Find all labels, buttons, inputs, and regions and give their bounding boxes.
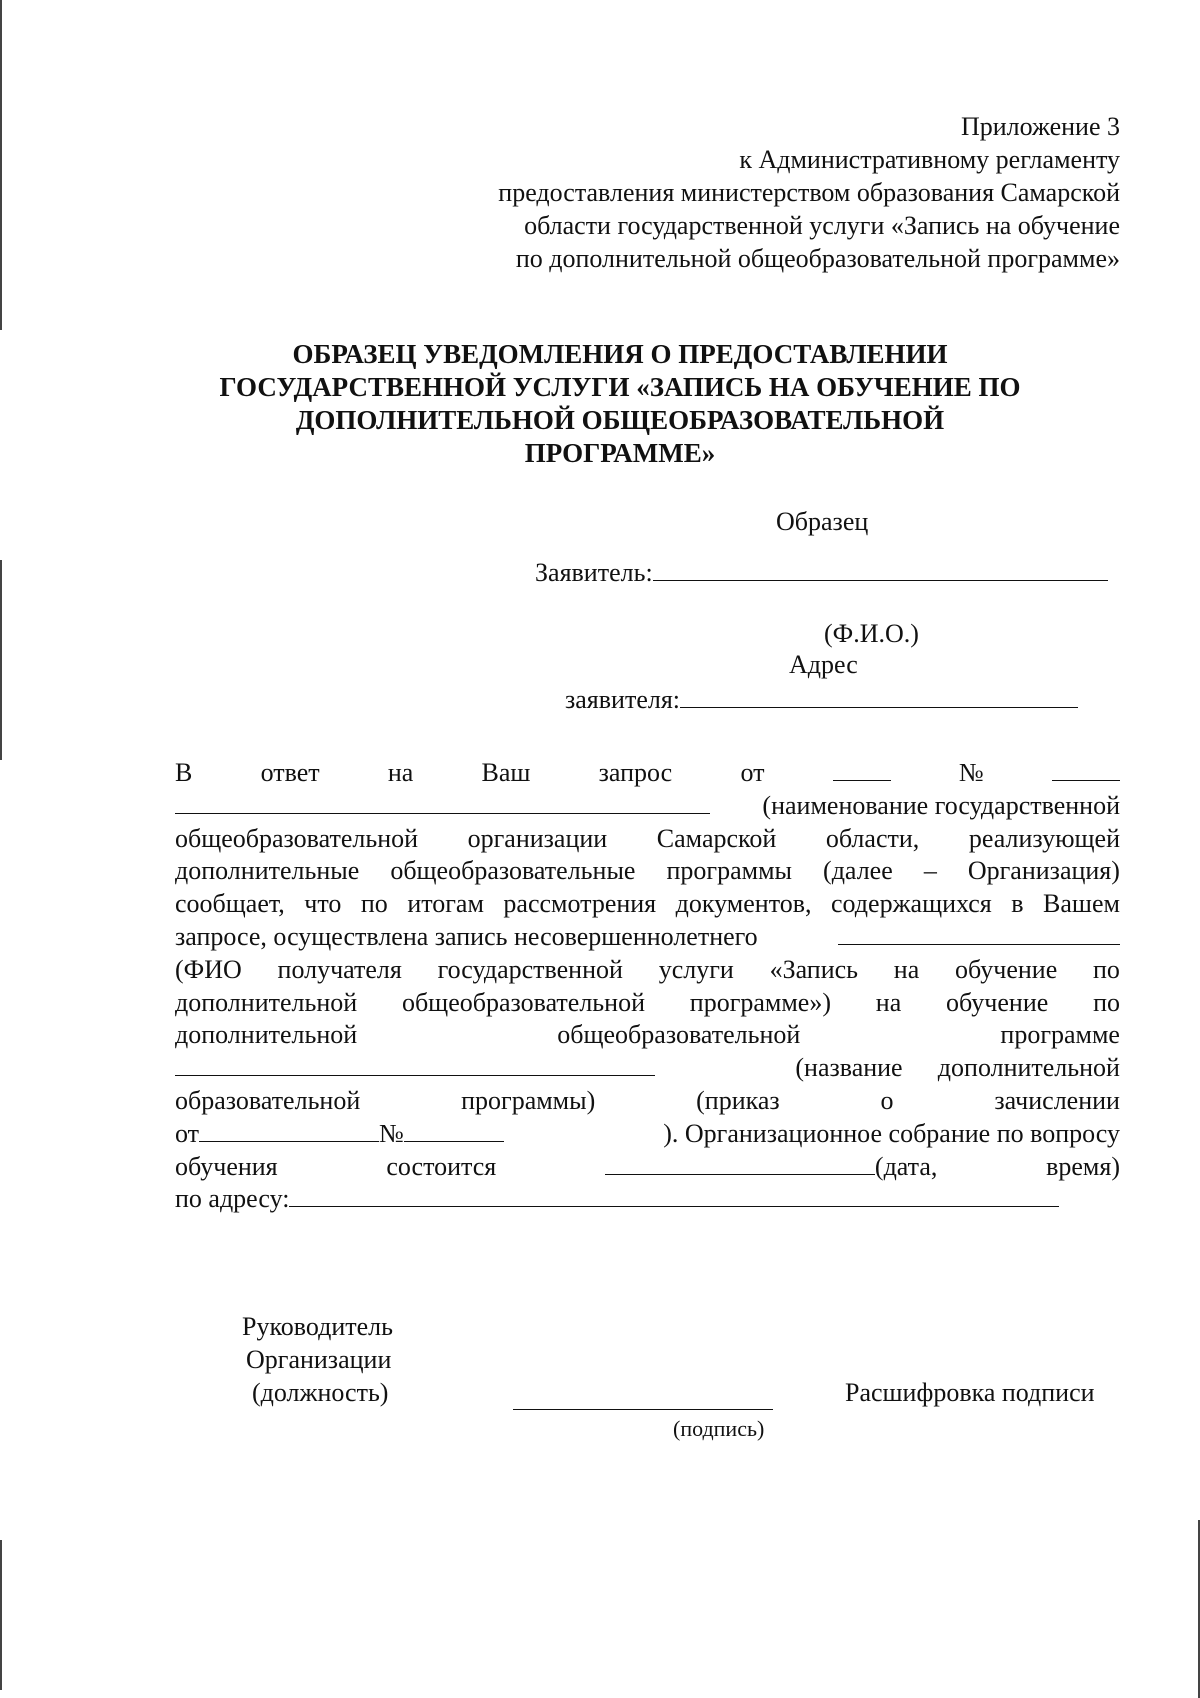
body-line: запросе, осуществлена запись несовершеннолетнего <box>175 921 1120 954</box>
meeting-datetime-field[interactable] <box>605 1152 875 1175</box>
program-name-field[interactable] <box>175 1053 655 1076</box>
body-line: общеобразовательной организации Самарской области, реализующей <box>175 823 1120 853</box>
request-number-field[interactable] <box>1052 758 1120 781</box>
body-line: образовательной программы) (приказ о зачислении <box>175 1085 1120 1115</box>
body-line: дополнительные общеобразовательные программы (далее – Организация) <box>175 856 1120 886</box>
applicant-label: Заявитель: <box>535 558 653 587</box>
title-line: ОБРАЗЕЦ УВЕДОМЛЕНИЯ О ПРЕДОСТАВЛЕНИИ <box>292 339 948 369</box>
notification-body <box>175 757 1120 1216</box>
minor-name-field[interactable] <box>838 922 1120 945</box>
body-line: сообщает, что по итогам рассмотрения документов, содержащихся в Вашем <box>175 889 1120 919</box>
signature-decode: Расшифровка подписи <box>845 1378 1095 1407</box>
address-label-2: заявителя: <box>565 685 681 714</box>
order-date-field[interactable] <box>199 1119 379 1142</box>
appendix-line: к Административному регламенту <box>739 145 1120 174</box>
address-row <box>565 681 1078 716</box>
body-line: В ответ на Ваш запрос от № <box>175 757 1120 790</box>
applicant-row <box>535 554 1108 589</box>
appendix-line: Приложение 3 <box>960 112 1120 141</box>
position-line: Организации <box>246 1345 392 1374</box>
body-line: дополнительной общеобразовательной программе») на обучение по <box>175 987 1120 1017</box>
position-line: Руководитель <box>242 1312 393 1341</box>
body-line: от № ). Организационное собрание по вопросу <box>175 1118 1120 1148</box>
signature-field[interactable] <box>513 1409 773 1410</box>
request-date-field[interactable] <box>833 758 891 781</box>
title-line: ГОСУДАРСТВЕННОЙ УСЛУГИ «ЗАПИСЬ НА ОБУЧЕНИЕ ПО <box>219 372 1021 402</box>
organization-name-field[interactable] <box>175 791 710 814</box>
body-line: (название дополнительной <box>175 1052 1120 1085</box>
sample-label: Образец <box>776 507 869 536</box>
body-line: по адресу: <box>175 1183 1120 1216</box>
appendix-line: области государственной услуги «Запись на обучение <box>524 211 1120 240</box>
fio-hint: (Ф.И.О.) <box>824 619 919 648</box>
applicant-name-field[interactable] <box>653 554 1108 581</box>
title-line: ПРОГРАММЕ» <box>524 438 716 468</box>
appendix-header <box>400 110 1120 275</box>
applicant-address-field[interactable] <box>680 681 1078 708</box>
document-title <box>180 338 1060 470</box>
order-number-field[interactable] <box>404 1119 504 1142</box>
position-line: (должность) <box>252 1378 389 1407</box>
meeting-address-field[interactable] <box>289 1184 1059 1207</box>
body-line: (ФИО получателя государственной услуги «Запись на обучение по <box>175 954 1120 984</box>
signature-hint: (подпись) <box>673 1416 765 1441</box>
appendix-line: предоставления министерством образования Самарской <box>498 178 1120 207</box>
address-label: Адрес <box>789 650 858 679</box>
position-block <box>242 1310 393 1409</box>
appendix-line: по дополнительной общеобразовательной программе» <box>515 244 1120 273</box>
body-line: обучения состоится (дата, время) <box>175 1151 1120 1181</box>
body-line: (наименование государственной <box>175 790 1120 823</box>
title-line: ДОПОЛНИТЕЛЬНОЙ ОБЩЕОБРАЗОВАТЕЛЬНОЙ <box>295 405 945 435</box>
body-line: дополнительной общеобразовательной программе <box>175 1020 1120 1050</box>
